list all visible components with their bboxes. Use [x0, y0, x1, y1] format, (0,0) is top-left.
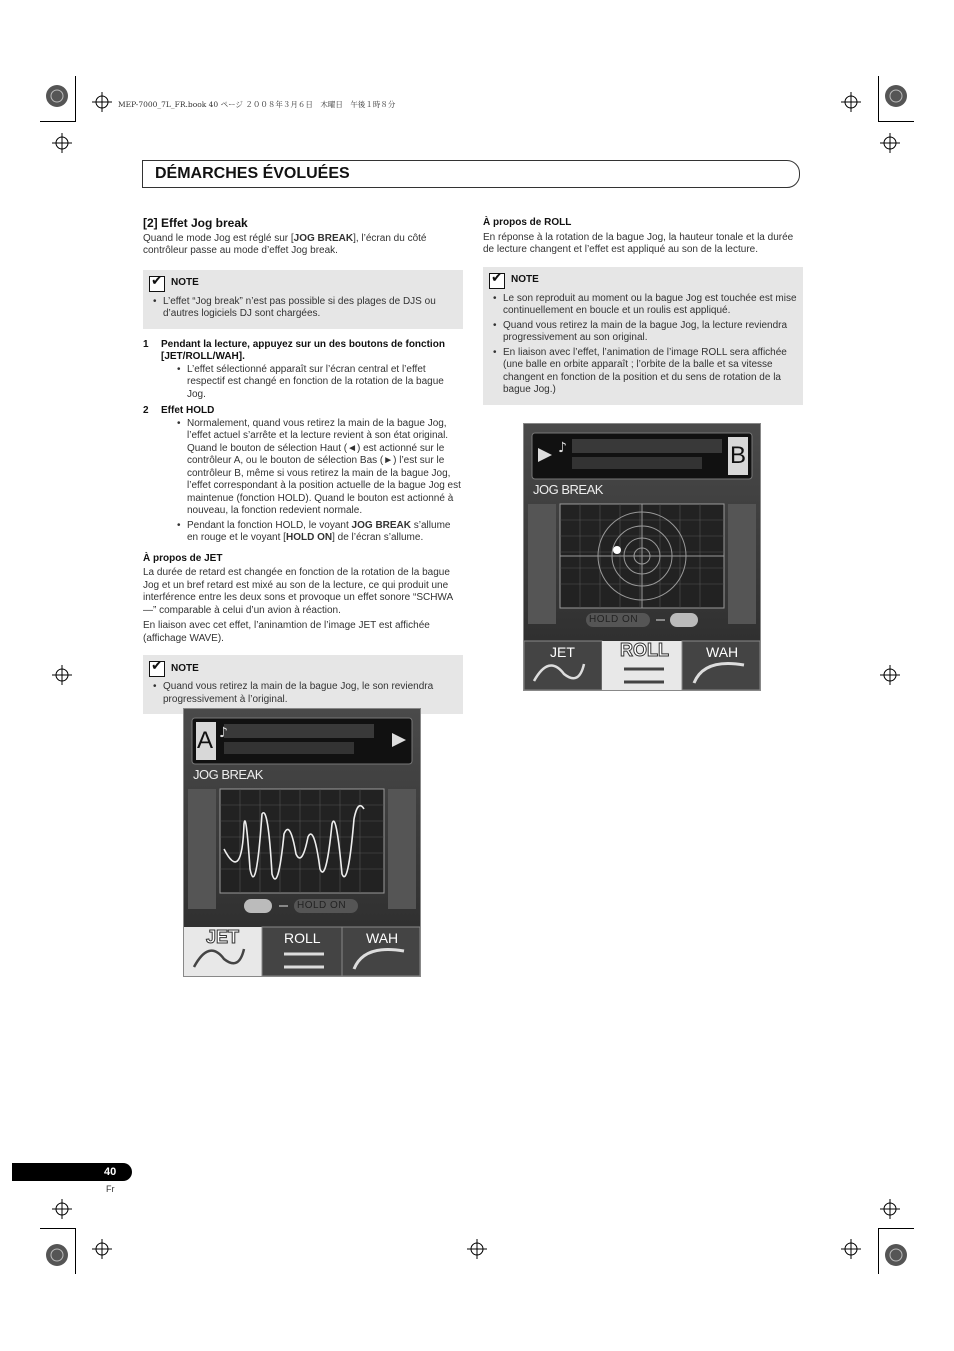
crosshair-mark-icon — [880, 1199, 900, 1219]
crosshair-mark-icon — [52, 665, 72, 685]
right-column — [483, 217, 803, 405]
hold-on-indicator[interactable]: HOLD ON — [589, 614, 639, 625]
crosshair-mark-icon — [92, 1239, 112, 1259]
note-check-icon — [149, 661, 165, 677]
note-item: • Le son reproduit au moment ou la bague Jog est touchée est mise continuellement en boucle et un roulis est appliqué. — [503, 293, 797, 318]
subsection-title: À propos de ROLL — [483, 217, 572, 228]
registration-mark-icon — [884, 1243, 908, 1267]
left-column — [143, 217, 463, 714]
tab-wah[interactable]: WAH — [366, 930, 399, 946]
language-code: Fr — [106, 1184, 115, 1194]
crosshair-mark-icon — [880, 133, 900, 153]
print-slug: MEP-7000_7L_FR.book 40 ページ ２００８年３月６日 木曜日 午後１時８分 — [118, 100, 396, 109]
note-box: ✔ NOTE • Le son reproduit au moment ou la bague Jog est touchée est mise continuellement en boucle et un roulis est appliqué. • Quand vous retirez la main de la bague Jog, la lecture reviendra progressivement au son original. • En liaison avec l’effet, l’animation de l’image ROLL sera affichée (une balle en orbite apparaît ; l’orbite de la balle et sa vitesse changent en fonction de la position et du sens de rotation de la bague Jog.) — [483, 267, 803, 405]
tab-roll[interactable]: ROLL — [284, 930, 321, 946]
step-2: 2 Effet HOLD — [143, 405, 215, 416]
tab-jet[interactable]: JET — [206, 927, 240, 947]
crosshair-mark-icon — [841, 1239, 861, 1259]
note-item: • Quand vous retirez la main de la bague Jog, le son reviendra progressivement à l’original. — [163, 681, 457, 706]
crosshair-mark-icon — [52, 133, 72, 153]
section-title: [2] Effet Jog break — [143, 216, 248, 230]
subsection-title: À propos de JET — [143, 552, 223, 564]
page-number: 40 — [104, 1166, 117, 1178]
jog-screen-a — [183, 708, 421, 977]
note-check-icon — [149, 276, 165, 292]
roll-paragraph: En réponse à la rotation de la bague Jog, la hauteur tonale et la durée de lecture changent et l’effet est appliqué au son de la lecture. — [483, 231, 794, 255]
deck-label: B — [730, 442, 747, 469]
crosshair-mark-icon — [92, 92, 112, 112]
tab-wah[interactable]: WAH — [706, 644, 739, 660]
crosshair-mark-icon — [880, 665, 900, 685]
deck-label: A — [197, 727, 214, 754]
note-check-icon — [489, 273, 505, 289]
registration-mark-icon — [45, 84, 69, 108]
registration-mark-icon — [884, 84, 908, 108]
crosshair-mark-icon — [841, 92, 861, 112]
jog-screen-b — [523, 423, 761, 691]
registration-mark-icon — [45, 1243, 69, 1267]
note-item: • Quand vous retirez la main de la bague Jog, la lecture reviendra progressivement au son original. — [503, 320, 797, 345]
step-item: • Pendant la fonction HOLD, le voyant JOG BREAK s’allume en rouge et le voyant [HOLD ON] de l’écran s’allume. — [187, 520, 463, 545]
step-1: 1 Pendant la lecture, appuyez sur un des boutons de fonction [JET/ROLL/WAH]. — [143, 338, 445, 362]
note-box: ✔ NOTE • Quand vous retirez la main de la bague Jog, le son reviendra progressivement à l’original. — [143, 655, 463, 714]
note-item: • L’effet “Jog break” n’est pas possible si des plages de DJS ou d’autres logiciels DJ sont chargées. — [163, 296, 457, 321]
chapter-title: DÉMARCHES ÉVOLUÉES — [155, 165, 350, 182]
intro-paragraph: Quand le mode Jog est réglé sur [JOG BREAK], l’écran du côté contrôleur passe au mode d’effet Jog break. — [143, 232, 427, 256]
jet-paragraph: En liaison avec cet effet, l’aninamtion de l’image JET est affichée (affichage WAVE). — [143, 620, 430, 644]
crosshair-mark-icon — [467, 1239, 487, 1259]
note-item: • En liaison avec l’effet, l’animation de l’image ROLL sera affichée (une balle en orbite apparaît ; l’orbite de la balle et sa vitesse changent en fonction de la position et du sens de rotation de la bague Jog.) — [503, 347, 797, 397]
hold-on-indicator[interactable]: HOLD ON — [297, 900, 347, 911]
note-box: ✔ NOTE • L’effet “Jog break” n’est pas possible si des plages de DJS ou d’autres logiciels DJ sont chargées. — [143, 270, 463, 329]
step-item: • Normalement, quand vous retirez la main de la bague Jog, l’effet actuel s’arrête et la lecture revient à son état original. Quand le bouton de sélection Haut (◄) est actionné sur le contrôleur A, ou le bouton de sélection Bas (►) l’est sur le contrôleur B, même si vous retirez la main de la bague Jog, l’effet correspondant à la position actuelle de la bague Jog est maintenue (fonction HOLD). Quand le bouton est actionné à nouveau, la fonction redevient normale. — [187, 418, 463, 518]
mode-label: JOG BREAK — [193, 767, 263, 782]
svg-text:♪: ♪ — [558, 440, 567, 456]
step-item: • L’effet sélectionné apparaît sur l’écran central et l’effet respectif est changé en fonction de la rotation de la bague Jog. — [187, 364, 463, 402]
tab-roll[interactable]: ROLL — [620, 640, 669, 660]
chapter-header — [142, 160, 800, 188]
tab-jet[interactable]: JET — [550, 644, 575, 660]
svg-text:♪: ♪ — [219, 725, 228, 741]
crosshair-mark-icon — [52, 1199, 72, 1219]
mode-label: JOG BREAK — [533, 482, 603, 497]
jet-paragraph: La durée de retard est changée en fonction de la rotation de la bague Jog et un bref retard est mixé au son de la lecture, ce qui produit une interférence entre les deux sons et provoque un effet sonore “SCHWA—” comparable à celui d’un avion à réaction. — [143, 567, 454, 616]
